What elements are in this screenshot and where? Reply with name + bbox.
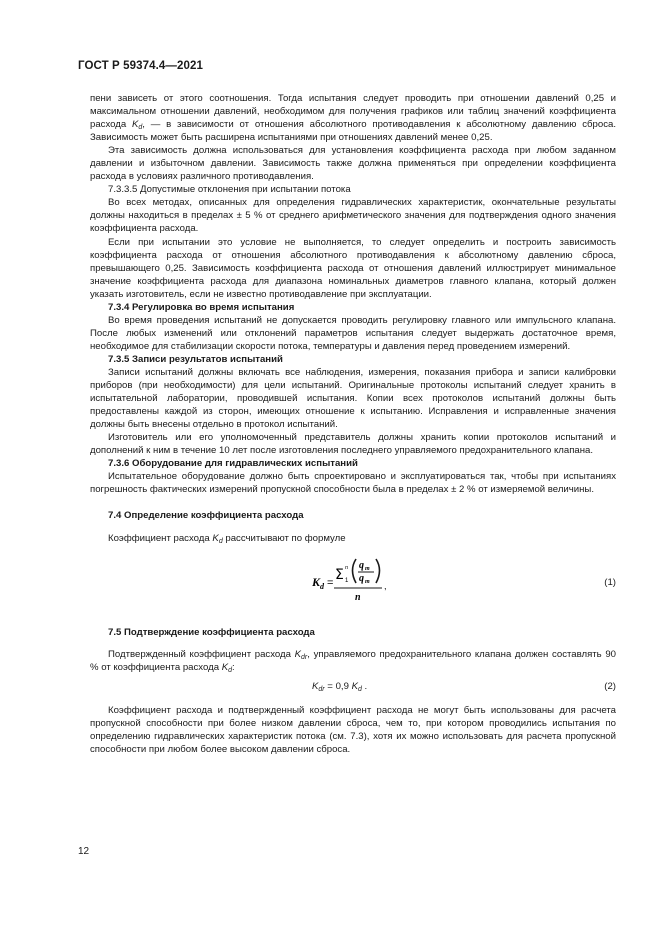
paragraph: Эта зависимость должна использоваться для установления коэффициента расхода при любом заданном давлении и избыточном давлении. Зависимость также должна применяться при определении коэффициента расхода в условиях различного противодавления.	[90, 145, 616, 183]
page-number: 12	[78, 846, 90, 857]
sum-upper-limit: n	[345, 564, 348, 571]
formula-2	[90, 676, 616, 698]
left-paren	[353, 559, 357, 583]
paragraph: Записи испытаний должны включать все наблюдения, измерения, показания прибора и записи калибровки приборов (при необходимости) для цели испытаний. Оригинальные протоколы испытаний следует хранить в испытательной лаборатории, проводившей испытания. Копии всех протоколов испытаний должны быть предоставлены каждой из сторон, имеющих отношение к испытанию. Исправления и исправленные значения должны быть внесены отдельно в протокол испытаний.	[90, 366, 616, 431]
formula-lhs-symbol: K	[312, 574, 321, 589]
paragraph: Испытательное оборудование должно быть спроектировано и эксплуатироваться так, чтобы при испытаниях погрешность фактических измерений пропускной способности была в пределах ± 2 % от измеряемой величины.	[90, 471, 616, 496]
paragraph: Коэффициент расхода и подтвержденный коэффициент расхода не могут быть использованы для расчета пропускной способности при более низком давлении сброса, чем то, при котором проводились испытания по определению гидравлических характеристик потока (см. 7.3), хотя их можно использовать для расчета пропускной способности при любом более высоком давлении сброса.	[90, 704, 616, 755]
paragraph: Подтвержденный коэффициент расхода $K_{dr}$, управляемого предохранительного клапана должен составлять 90 % от коэффициента расхода $K_d$:	[90, 648, 617, 674]
inner-numerator-subscript: m	[365, 565, 370, 572]
section-heading-7-3-4: 7.3.4 Регулировка во время испытания	[108, 301, 295, 313]
page-content	[90, 92, 616, 756]
inner-numerator: q	[359, 559, 364, 571]
section-heading-7-3-5: 7.3.5 Записи результатов испытаний	[108, 353, 283, 365]
inner-denominator-subscript: m	[365, 578, 370, 585]
inner-denominator: q	[359, 572, 364, 584]
main-denominator: n	[355, 591, 361, 603]
paragraph: Во всех методах, описанных для определения гидравлических характеристик, окончательные результаты должны находиться в пределах ± 5 % от среднего арифметического значения для подтверждения одного значения коэффициента расхода.	[90, 197, 616, 235]
formula-lhs-subscript: d	[320, 581, 324, 591]
section-heading-7-3-6: 7.3.6 Оборудование для гидравлических испытаний	[108, 458, 358, 470]
formula-equals: =	[327, 576, 334, 589]
section-heading-7-4: 7.4 Определение коэффициента расхода	[108, 510, 304, 522]
paragraph: пени зависеть от этого соотношения. Тогда испытания следует проводить при отношении давлений 0,25 и максимальном отношении давлений, необходимом для получения графиков или таблиц значений коэффициента расхода $K_d$, — в зависимости от отношения абсолютного противодавления к абсолютному давлению сброса. Зависимость может быть расширена испытаниями при отношениях давлений менее 0,25.	[90, 93, 616, 144]
formula-1-expression	[312, 553, 422, 611]
formula-2-expression: $K_{dr} = 0,9$ $K_d$ .	[312, 680, 368, 693]
section-heading-7-3-3-5: 7.3.3.5 Допустимые отклонения при испытании потока	[108, 184, 351, 196]
sum-sigma: Σ	[335, 566, 344, 583]
formula-1	[90, 551, 616, 613]
paragraph: Изготовитель или его уполномоченный представитель должны хранить копии протоколов испытаний и дополнений к ним в течение 10 лет после изготовления последнего управляемого предохранительного клапана.	[90, 432, 616, 457]
paragraph: Если при испытании это условие не выполняется, то следует определить и построить зависимость коэффициента расхода от отношения абсолютного противодавления к абсолютному давлению сброса, превышающего 0,25. Зависимость коэффициента расхода от отношения давлений иллюстрирует минимальное значение коэффициента расхода для диапазона номинальных диаметров главного клапана, который должен указать изготовитель, если не известно противодавление при эксплуатации.	[90, 236, 616, 300]
standard-header: ГОСТ Р 59374.4—2021	[78, 60, 203, 72]
sum-lower-limit: 1	[345, 577, 349, 584]
equation-number-2: (2)	[604, 680, 616, 692]
right-paren	[376, 559, 380, 583]
formula-comma: ,	[384, 580, 387, 591]
paragraph: Во время проведения испытаний не допускается проводить регулировку главного или импульсного клапана. После любых изменений или отклонений параметров испытания следует выдержать достаточное время, необходимое для стабилизации скорости потока, температуры и давления перед проведением измерений.	[90, 314, 616, 352]
paragraph: Коэффициент расхода $K_d$ рассчитывают по формуле	[108, 532, 346, 545]
section-heading-7-5: 7.5 Подтверждение коэффициента расхода	[108, 626, 315, 638]
equation-number-1: (1)	[604, 576, 616, 588]
symbol-k: K	[131, 119, 139, 131]
